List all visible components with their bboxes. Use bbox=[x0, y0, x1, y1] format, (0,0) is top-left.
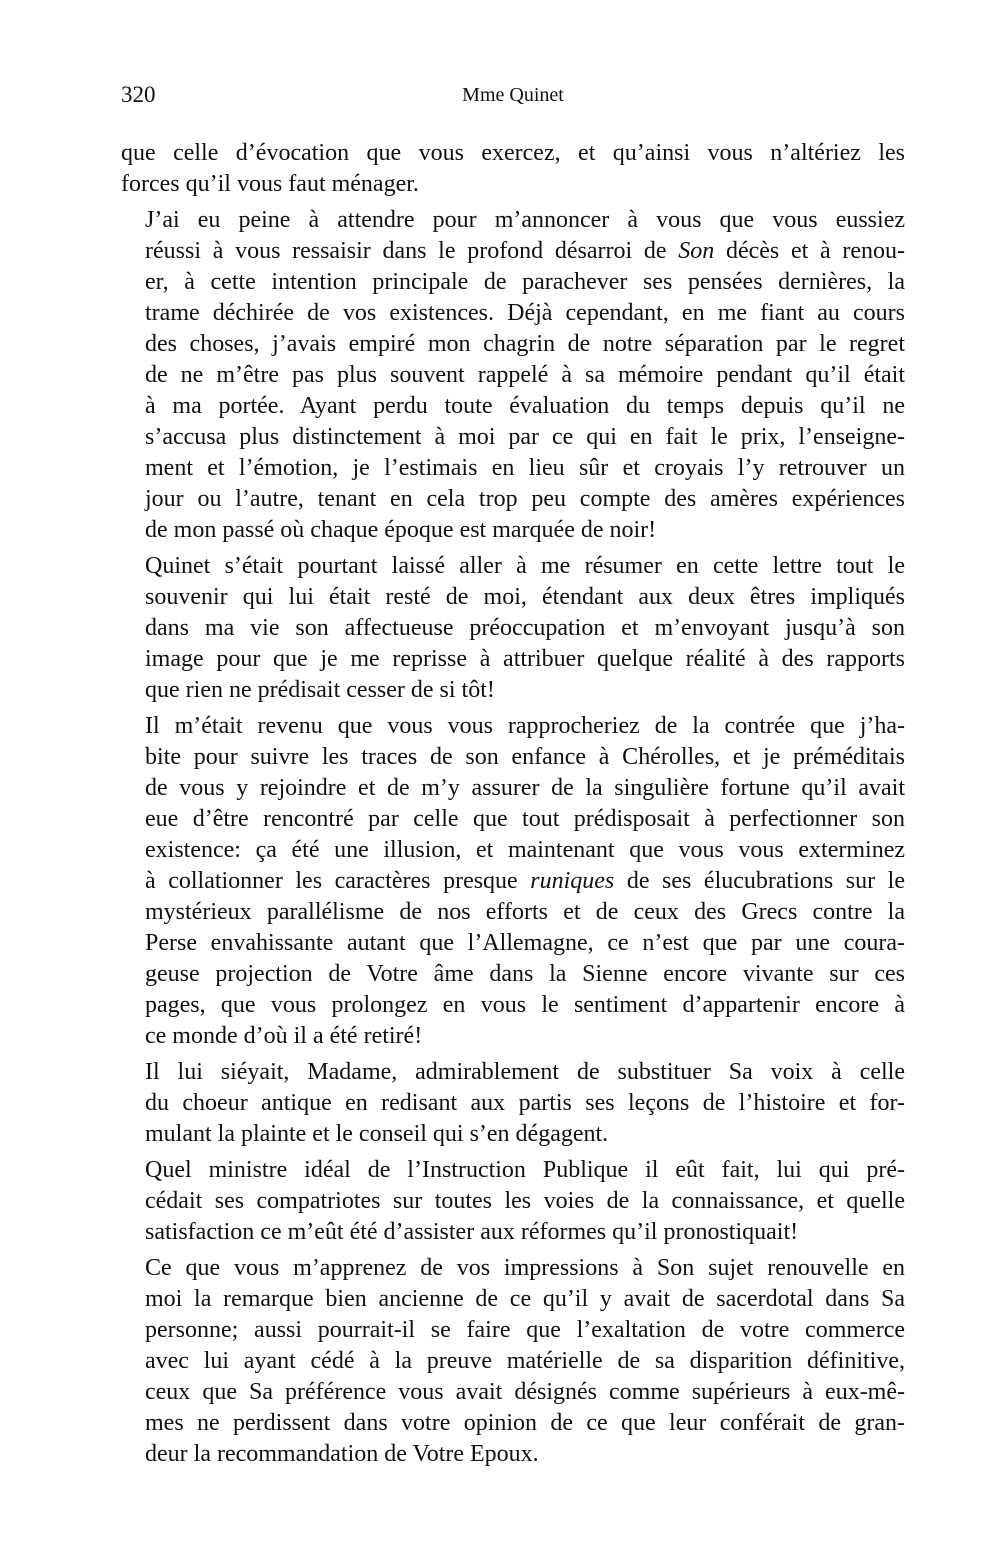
paragraph bbox=[121, 1057, 905, 1150]
paragraph bbox=[121, 551, 905, 706]
text-line: J’ai eu peine à attendre pour m’annoncer à vous que vous eussiez bbox=[145, 207, 905, 233]
text-line: Il m’était revenu que vous vous rapprocheriez de la contrée que j’ha- bbox=[145, 713, 905, 739]
text-line: de vous y rejoindre et de m’y assurer de la singulière fortune qu’il avait bbox=[145, 775, 905, 801]
text-line: bite pour suivre les traces de son enfance à Chérolles, et je préméditais bbox=[145, 744, 905, 770]
text-line: que celle d’évocation que vous exercez, et qu’ainsi vous n’altériez les bbox=[121, 140, 905, 166]
text-line: Quinet s’était pourtant laissé aller à me résumer en cette lettre tout le bbox=[145, 553, 905, 579]
text-line: de ne m’être pas plus souvent rappelé à sa mémoire pendant qu’il était bbox=[145, 362, 905, 388]
text-line: eue d’être rencontré par celle que tout prédisposait à perfectionner son bbox=[145, 806, 905, 832]
text-line: souvenir qui lui était resté de moi, étendant aux deux êtres impliqués bbox=[145, 584, 905, 610]
paragraph bbox=[121, 138, 905, 200]
text-line: trame déchirée de vos existences. Déjà cependant, en me fiant au cours bbox=[145, 300, 905, 326]
paragraph bbox=[121, 1253, 905, 1470]
text-line: forces qu’il vous faut ménager. bbox=[121, 171, 419, 197]
text-line: ce monde d’où il a été retiré! bbox=[145, 1023, 423, 1049]
text-line: moi la remarque bien ancienne de ce qu’il y avait de sacerdotal dans Sa bbox=[145, 1286, 905, 1312]
text-line: mes ne perdissent dans votre opinion de ce que leur conférait de gran- bbox=[145, 1410, 905, 1436]
text-line: Quel ministre idéal de l’Instruction Publique il eût fait, lui qui pré- bbox=[145, 1157, 905, 1183]
text-line: pages, que vous prolongez en vous le sentiment d’appartenir encore à bbox=[145, 992, 905, 1018]
running-title: Mme Quinet bbox=[462, 84, 564, 106]
text-line: à ma portée. Ayant perdu toute évaluation du temps depuis qu’il ne bbox=[145, 393, 905, 419]
paragraph bbox=[121, 711, 905, 1052]
text-line: satisfaction ce m’eût été d’assister aux réformes qu’il pronostiquait! bbox=[145, 1219, 799, 1245]
text-line: s’accusa plus distinctement à moi par ce qui en fait le prix, l’enseigne- bbox=[145, 424, 905, 450]
text-line: Ce que vous m’apprenez de vos impressions à Son sujet renouvelle en bbox=[145, 1255, 905, 1281]
text-line: existence: ça été une illusion, et maintenant que vous vous exterminez bbox=[145, 837, 905, 863]
body-text bbox=[121, 138, 905, 1475]
text-line: avec lui ayant cédé à la preuve matérielle de sa disparition définitive, bbox=[145, 1348, 905, 1374]
text-line: réussi à vous ressaisir dans le profond désarroi de Son décès et à renou- bbox=[145, 238, 906, 264]
text-line: er, à cette intention principale de parachever ses pensées dernières, la bbox=[145, 269, 905, 295]
text-line: cédait ses compatriotes sur toutes les voies de la connaissance, et quelle bbox=[145, 1188, 905, 1214]
text-line: du choeur antique en redisant aux partis ses leçons de l’histoire et for- bbox=[145, 1090, 905, 1116]
text-line: deur la recommandation de Votre Epoux. bbox=[145, 1441, 539, 1467]
text-line: de mon passé où chaque époque est marquée de noir! bbox=[145, 517, 657, 543]
text-line: que rien ne prédisait cesser de si tôt! bbox=[145, 677, 495, 703]
text-line: geuse projection de Votre âme dans la Sienne encore vivante sur ces bbox=[145, 961, 905, 987]
text-line: personne; aussi pourrait-il se faire que l’exaltation de votre commerce bbox=[145, 1317, 905, 1343]
paragraph bbox=[121, 1155, 905, 1248]
text-line: mulant la plainte et le conseil qui s’en dégagent. bbox=[145, 1121, 609, 1147]
text-line: à collationner les caractères presque runiques de ses élucubrations sur le bbox=[145, 868, 905, 894]
page-header bbox=[121, 82, 905, 116]
text-line: mystérieux parallélisme de nos efforts et de ceux des Grecs contre la bbox=[145, 899, 905, 925]
text-line: jour ou l’autre, tenant en cela trop peu compte des amères expériences bbox=[145, 486, 905, 512]
text-line: ceux que Sa préférence vous avait désignés comme supérieurs à eux-mê- bbox=[145, 1379, 905, 1405]
text-line: des choses, j’avais empiré mon chagrin de notre séparation par le regret bbox=[145, 331, 905, 357]
page-number: 320 bbox=[121, 82, 156, 107]
text-line: dans ma vie son affectueuse préoccupation et m’envoyant jusqu’à son bbox=[145, 615, 905, 641]
text-line: ment et l’émotion, je l’estimais en lieu sûr et croyais l’y retrouver un bbox=[145, 455, 905, 481]
paragraph bbox=[121, 205, 905, 546]
text-line: Perse envahissante autant que l’Allemagne, ce n’est que par une coura- bbox=[145, 930, 905, 956]
text-line: image pour que je me reprisse à attribuer quelque réalité à des rapports bbox=[145, 646, 905, 672]
text-line: Il lui siéyait, Madame, admirablement de substituer Sa voix à celle bbox=[145, 1059, 905, 1085]
